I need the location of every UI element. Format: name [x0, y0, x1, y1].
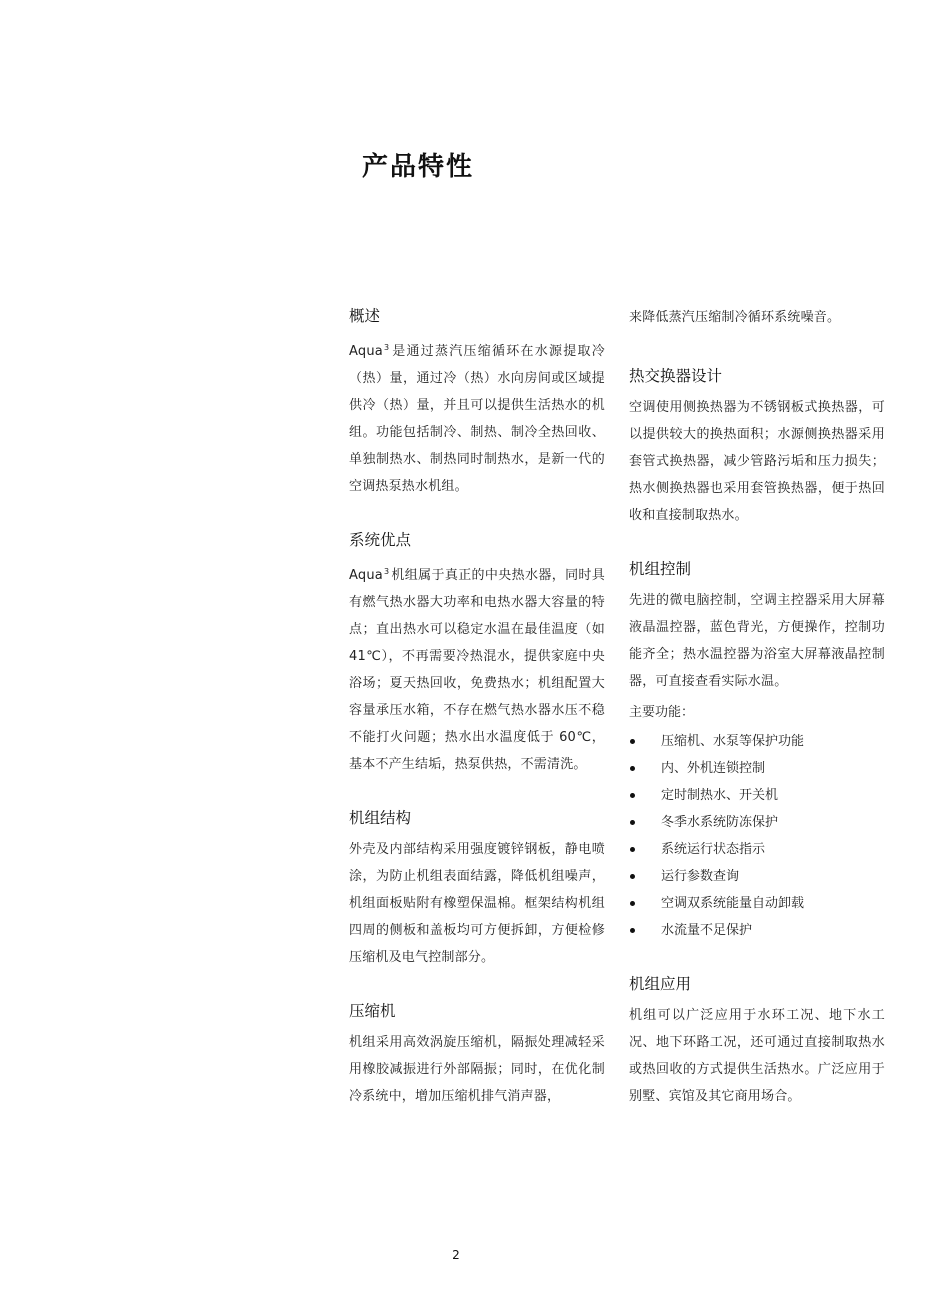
section-application — [629, 972, 885, 1110]
bullet-icon — [630, 739, 635, 744]
feature-item — [629, 836, 885, 863]
features-list — [629, 728, 885, 944]
section-text-advantages — [349, 558, 605, 778]
feature-text: 压缩机、水泵等保护功能 — [661, 734, 805, 749]
page-title: 产品特性 — [362, 152, 475, 182]
section-text-compressor: 机组采用高效涡旋压缩机，隔振处理减轻采用橡胶减振进行外部隔振；同时，在优化制冷系统中，增加压缩机排气消声器， — [349, 1035, 605, 1104]
section-compressor-continued — [629, 304, 885, 331]
section-text-compressor-continued: 来降低蒸汽压缩制冷循环系统噪音。 — [629, 310, 841, 325]
brand-name: Aqua — [349, 344, 383, 359]
feature-item — [629, 890, 885, 917]
brand-superscript: 3 — [383, 567, 390, 576]
feature-text: 内、外机连锁控制 — [661, 761, 766, 776]
section-compressor — [349, 999, 605, 1110]
feature-text: 冬季水系统防冻保护 — [661, 815, 779, 830]
overview-body: 是通过蒸汽压缩循环在水源提取冷（热）量，通过冷（热）水向房间或区域提供冷（热）量，并且可以提供生活热水的机组。功能包括制冷、制热、制冷全热回收、单独制热水、制热同时制热水，是新一代的空调热泵热水机组。 — [349, 344, 605, 494]
bullet-icon — [630, 820, 635, 825]
feature-item — [629, 755, 885, 782]
feature-item — [629, 782, 885, 809]
page-number: 2 — [452, 1248, 460, 1262]
bullet-icon — [630, 874, 635, 879]
feature-text: 定时制热水、开关机 — [661, 788, 779, 803]
section-text-control: 先进的微电脑控制，空调主控器采用大屏幕液晶温控器，蓝色背光，方便操作，控制功能齐全；热水温控器为浴室大屏幕液晶控制器，可直接查看实际水温。 — [629, 593, 885, 689]
section-heading-control: 机组控制 — [629, 560, 692, 578]
feature-text: 水流量不足保护 — [661, 923, 753, 938]
section-heading-advantages: 系统优点 — [349, 531, 412, 549]
feature-item — [629, 917, 885, 944]
section-advantages — [349, 528, 605, 778]
section-heading-compressor: 压缩机 — [349, 1002, 396, 1020]
features-label: 主要功能： — [629, 705, 695, 720]
left-column — [349, 304, 605, 1138]
bullet-icon — [630, 928, 635, 933]
section-heat-exchanger — [629, 364, 885, 529]
feature-item — [629, 809, 885, 836]
section-structure — [349, 806, 605, 971]
feature-item — [629, 863, 885, 890]
section-overview — [349, 304, 605, 500]
section-heading-application: 机组应用 — [629, 975, 692, 993]
brand-name: Aqua — [349, 568, 383, 583]
section-text-overview — [349, 334, 605, 500]
right-column — [629, 304, 885, 1138]
advantages-body: 机组属于真正的中央热水器，同时具有燃气热水器大功率和电热水器大容量的特点；直出热水可以稳定水温在最佳温度（如 41℃），不再需要冷热混水，提供家庭中央浴场；夏天热回收，免费热水；机组配置大容量承压水箱，不存在燃气热水器水压不稳不能打火问题；热水出水温度低于 60℃，基本不产生结垢，热泵供热，不需清洗。 — [349, 568, 605, 772]
feature-text: 运行参数查询 — [661, 869, 740, 884]
section-text-structure: 外壳及内部结构采用强度镀锌钢板，静电喷涂，为防止机组表面结露，降低机组噪声，机组面板贴附有橡塑保温棉。框架结构机组四周的侧板和盖板均可方便拆卸，方便检修压缩机及电气控制部分。 — [349, 842, 605, 965]
section-heading-structure: 机组结构 — [349, 809, 412, 827]
bullet-icon — [630, 847, 635, 852]
feature-text: 空调双系统能量自动卸载 — [661, 896, 805, 911]
brand-superscript: 3 — [383, 343, 390, 352]
bullet-icon — [630, 793, 635, 798]
section-text-application: 机组可以广泛应用于水环工况、地下水工况、地下环路工况，还可通过直接制取热水或热回收的方式提供生活热水。广泛应用于别墅、宾馆及其它商用场合。 — [629, 1008, 885, 1104]
section-text-heat-exchanger: 空调使用侧换热器为不锈钢板式换热器，可以提供较大的换热面积；水源侧换热器采用套管式换热器，减少管路污垢和压力损失；热水侧换热器也采用套管换热器，便于热回收和直接制取热水。 — [629, 400, 885, 523]
bullet-icon — [630, 766, 635, 771]
feature-item — [629, 728, 885, 755]
bullet-icon — [630, 901, 635, 906]
section-heading-overview: 概述 — [349, 307, 381, 325]
section-heading-heat-exchanger: 热交换器设计 — [629, 367, 723, 385]
section-control — [629, 557, 885, 944]
feature-text: 系统运行状态指示 — [661, 842, 766, 857]
